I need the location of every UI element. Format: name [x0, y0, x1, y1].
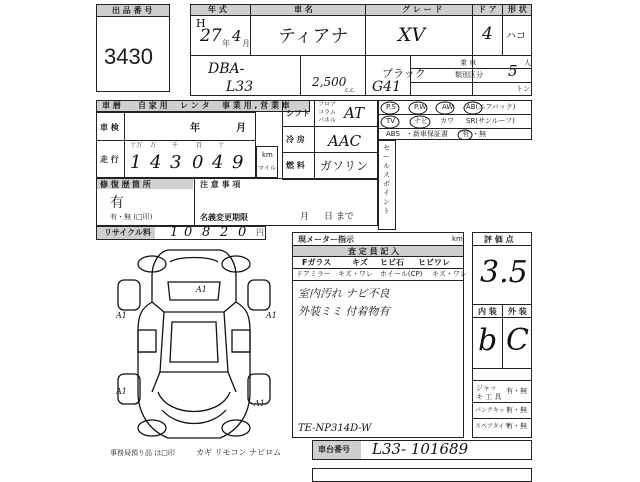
- header-col-1: [250, 4, 251, 56]
- notes-label: 注 意 事 項: [200, 180, 241, 189]
- puncture-label: パンクキット: [475, 407, 511, 414]
- header-hdr-line: [190, 15, 532, 16]
- name-change-label: 名義変更期限: [200, 213, 248, 222]
- displacement: 2,500: [312, 75, 347, 89]
- glass-opt-2: ヒビ石: [380, 258, 404, 267]
- exterior-grade: C: [506, 323, 529, 358]
- grade-sep-6: [472, 402, 532, 403]
- wheel-opts: キズ・ワレ: [432, 270, 467, 278]
- lot-number-label: 出 品 番 号: [112, 6, 153, 15]
- odo-digit-1: 1: [130, 152, 142, 173]
- glass-opt-1: キズ: [352, 258, 368, 267]
- mile-label: マイル: [258, 165, 276, 172]
- odo-scale-5: 十: [218, 142, 225, 149]
- ac-sep: [282, 152, 378, 153]
- damage-mark-1: A1: [196, 285, 207, 294]
- repair-col: [194, 178, 195, 226]
- specs-col-1: [124, 112, 125, 178]
- shift-panel: パネル: [318, 117, 337, 124]
- odometer-label: 走 行: [100, 155, 119, 164]
- name-change-day: 日 まで: [324, 212, 354, 222]
- repair-legend: 有・無 (□印): [110, 213, 153, 221]
- bottom-code: TE-NP314D-W: [298, 423, 372, 434]
- wheel-label: ホイール(CP): [380, 270, 423, 278]
- repair-place-label: 箇 所: [132, 180, 151, 189]
- inspection-label: 車 検: [100, 123, 119, 132]
- frame-label: 車台番号: [318, 445, 350, 454]
- cond-sep-4: [292, 280, 464, 281]
- odo-digit-4: 0: [192, 152, 204, 173]
- rental-label: レ ン タ: [180, 101, 210, 110]
- equip-aw: AW: [442, 103, 454, 111]
- equip-tv: TV: [386, 117, 396, 125]
- odo-digit-6: 9: [232, 152, 244, 173]
- passengers-label: 乗 車: [460, 59, 477, 67]
- lot-number-divider: [96, 16, 170, 17]
- puncture-value: 有・無: [506, 406, 527, 414]
- recycle-unit: 円: [256, 228, 264, 237]
- keys-list: カギ リモコン ナビロム: [196, 448, 282, 457]
- car-name: ティアナ: [278, 26, 349, 47]
- odo-scale-3: 千: [172, 142, 179, 149]
- recycle-digit-1: 1: [170, 225, 179, 240]
- condition-note-1: 室内汚れ ナビ不良: [298, 287, 390, 300]
- mirror-label: ドアミラー: [296, 270, 331, 278]
- lot-number: 3430: [104, 44, 153, 69]
- damage-mark-3: A1: [266, 311, 277, 320]
- color-value: ブラック: [382, 67, 426, 80]
- glass-opt-3: ヒビワレ: [418, 258, 450, 267]
- history-label: 車 暦: [102, 101, 121, 110]
- year-era: H: [196, 17, 206, 30]
- header-right-line-2: [410, 82, 532, 83]
- grade-sep-1: [472, 245, 532, 246]
- month-unit: 月: [242, 39, 250, 48]
- cond-sep-2: [292, 256, 464, 257]
- keys-legend: 事務局預り品 は□印: [110, 449, 175, 457]
- name-change-month: 月: [300, 212, 310, 222]
- meter-title: 現メーター指示: [298, 235, 354, 244]
- shape-label: 形 状: [508, 5, 527, 14]
- grade-sep-3: [472, 317, 532, 318]
- interior-grade: b: [478, 323, 498, 358]
- model-prefix: DBA-: [208, 61, 245, 77]
- equip-abs: ABS: [386, 130, 400, 138]
- grade-score: 3.5: [480, 255, 528, 290]
- equip-ab: AB(エアバック): [466, 103, 516, 111]
- interior-label: 内 装: [478, 307, 497, 316]
- condition-note-2: 外装ミミ 付着物有: [298, 305, 390, 318]
- ton-label: トン: [516, 85, 530, 93]
- shift-value: AT: [344, 104, 365, 122]
- ac-value: AAC: [328, 132, 362, 150]
- glass-label: Fガラス: [302, 258, 332, 267]
- spare-value: 有・無: [506, 422, 527, 430]
- grade-score-label: 評 価 点: [484, 235, 514, 244]
- load-value: 5: [508, 62, 518, 80]
- odo-digit-5: 4: [212, 152, 224, 173]
- ac-label: 冷 房: [286, 135, 305, 144]
- model-code: L33: [226, 79, 254, 95]
- recycle-digit-3: 8: [202, 225, 211, 240]
- exterior-label: 外 装: [508, 307, 527, 316]
- doors-label: ド ア: [478, 5, 497, 14]
- grade-sep-5: [472, 380, 532, 381]
- private-use-label: 自 家 用: [138, 101, 168, 110]
- inspection-year-unit: 年: [190, 123, 200, 134]
- month-value: 4: [232, 27, 242, 45]
- inspection-month-unit: 月: [236, 123, 246, 134]
- shape-value: ハコ: [506, 31, 526, 42]
- recycle-digit-2: 0: [184, 225, 193, 240]
- fuel-label: 燃 料: [286, 161, 305, 170]
- cond-sep-3: [292, 268, 464, 269]
- doors-value: 4: [482, 24, 493, 44]
- equip-kawa: カワ: [440, 117, 454, 125]
- shift-floor: フロア: [318, 101, 337, 108]
- header-mid-line: [190, 55, 532, 56]
- tools-value: 有・無: [506, 387, 527, 395]
- fuel-value: ガソリン: [320, 159, 369, 173]
- grade-col: [502, 304, 503, 368]
- header-col-3: [365, 4, 366, 96]
- color-code: G41: [372, 79, 401, 95]
- equip-warranty: ・新車保証書: [406, 130, 448, 138]
- spare-label: スペアタイヤ: [475, 423, 511, 430]
- equip-ps: P.S: [386, 103, 396, 111]
- damage-mark-2: A1: [116, 311, 127, 320]
- mirror-opts: キズ・ワレ: [338, 270, 373, 278]
- year-value: 27: [200, 26, 222, 46]
- specs-line-1: [96, 140, 256, 141]
- equip-nav: ナビ: [414, 117, 428, 125]
- odo-digit-3: 3: [170, 152, 182, 173]
- passengers-unit: 人: [524, 59, 531, 67]
- header-col-5: [502, 4, 503, 56]
- car-diagram: [108, 242, 280, 450]
- frame-value: L33- 101689: [372, 440, 469, 458]
- repair-label: 修 復 歴: [100, 180, 130, 189]
- grade-sep-4: [472, 368, 532, 369]
- business-label: 事 業 用 , 営 業 車: [222, 101, 290, 110]
- equip-sr: SR(サンルーフ): [466, 117, 515, 125]
- equip-pw: P.W: [414, 103, 427, 111]
- grade-value: XV: [398, 24, 426, 46]
- km-label: km: [262, 151, 273, 159]
- shift-column: コラム: [318, 109, 336, 116]
- repair-value: 有: [110, 195, 124, 211]
- equip-yes: 有: [462, 130, 469, 138]
- header-col-2: [300, 56, 301, 96]
- odo-scale-2: 万: [150, 142, 157, 149]
- recycle-digit-5: 0: [238, 225, 247, 240]
- cc-label: c.c.: [345, 87, 356, 94]
- damage-mark-4: A1: [116, 387, 127, 396]
- grade-sep-7: [472, 418, 532, 419]
- shift-label-col: [314, 100, 315, 180]
- recycle-label: リサイクル料: [104, 228, 151, 237]
- entry-title: 査 定 員 記 入: [348, 247, 400, 256]
- recycle-digit-4: 2: [220, 225, 229, 240]
- tools-label: ジャッキ 工 具: [476, 384, 502, 401]
- equipment-circles: [378, 100, 532, 140]
- shift-sep: [282, 126, 378, 127]
- year-unit: 年: [222, 39, 230, 48]
- equip-no: ・無: [472, 130, 486, 138]
- meter-unit: km: [452, 235, 463, 243]
- odo-scale-1: 十万: [130, 142, 143, 149]
- category-label: 類別区分: [455, 71, 483, 79]
- odo-scale-4: 百: [196, 142, 203, 149]
- grade-label: グ レ ー ド: [402, 5, 443, 14]
- sales-point-label: セールスポイント: [383, 144, 390, 215]
- car-name-label: 車 名: [294, 5, 313, 14]
- shift-label: シフト: [286, 109, 310, 118]
- year-label: 年 式: [208, 5, 227, 14]
- damage-mark-5: A1: [254, 399, 265, 408]
- odo-digit-2: 4: [150, 152, 162, 173]
